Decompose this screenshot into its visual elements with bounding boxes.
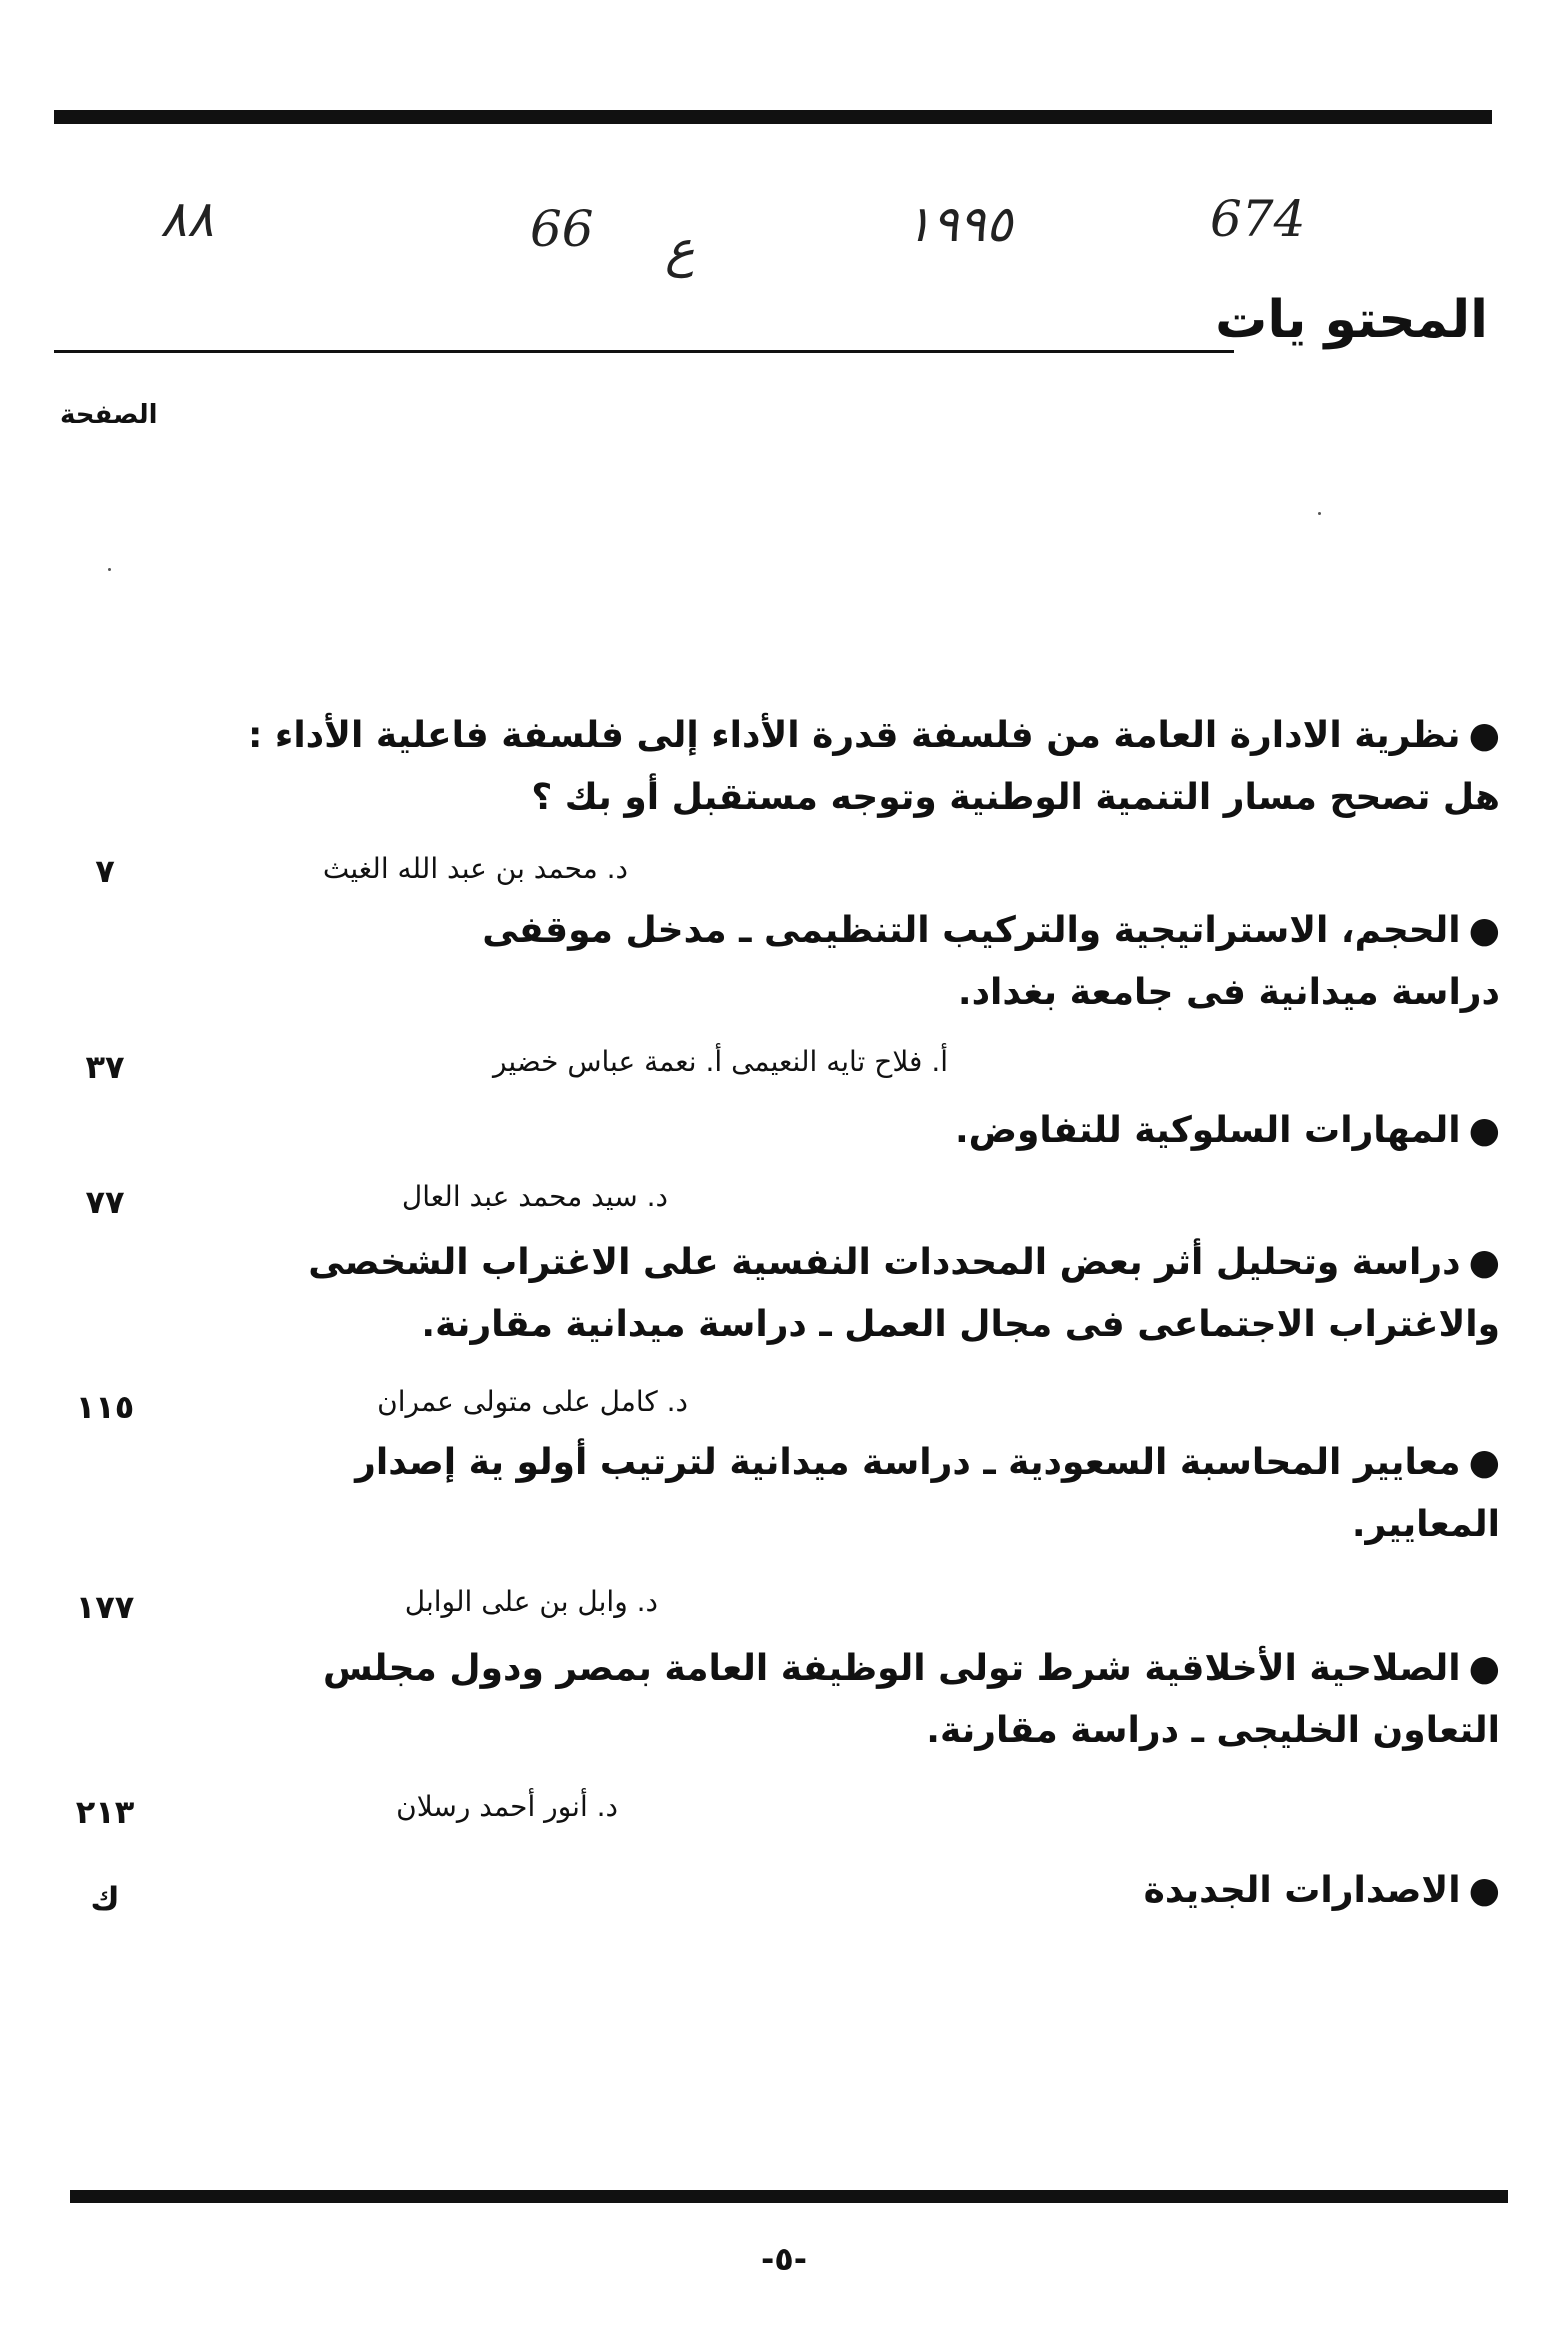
title-line: المعايير. (1351, 1504, 1500, 1545)
handwritten-note: ع (665, 220, 695, 278)
bullet-icon: ● (1468, 910, 1500, 951)
bullet-icon: ● (1468, 1648, 1500, 1689)
bullet-icon: ● (1468, 1870, 1500, 1911)
toc-entry-author: أ. فلاح تايه النعيمى أ. نعمة عباس خضير (492, 1045, 948, 1078)
toc-entry-title[interactable] (300, 1100, 1500, 1162)
toc-entry-page[interactable]: ٢١٣ (75, 1793, 135, 1831)
title-line: ●معايير المحاسبة السعودية ـ دراسة ميدانية لترتيب أولو ية إصدار (300, 1432, 1500, 1494)
toc-entry-author: د. سيد محمد عبد العال (401, 1180, 668, 1213)
toc-entry-author: د. أنور أحمد رسلان (396, 1790, 618, 1823)
title-line: ●دراسة وتحليل أثر بعض المحددات النفسية على الاغتراب الشخصى (300, 1232, 1500, 1294)
toc-entry-page[interactable]: ٧ (95, 852, 115, 890)
page-column-label: الصفحة (60, 400, 158, 430)
scan-speck (1318, 512, 1321, 515)
title-line: ●المهارات السلوكية للتفاوض. (300, 1100, 1500, 1162)
title-line: هل تصحح مسار التنمية الوطنية وتوجه مستقبل أو بك ؟ (531, 777, 1500, 818)
title-line: دراسة ميدانية فى جامعة بغداد. (957, 972, 1500, 1013)
toc-entry-page[interactable]: ١٧٧ (75, 1588, 135, 1626)
toc-entry-title[interactable] (248, 705, 1500, 829)
title-line: التعاون الخليجى ـ دراسة مقارنة. (926, 1710, 1500, 1751)
toc-entry-title[interactable] (300, 1638, 1500, 1762)
toc-entry-title[interactable] (300, 900, 1500, 1024)
bullet-icon: ● (1468, 715, 1500, 756)
bullet-icon: ● (1468, 1242, 1500, 1283)
handwritten-note: 674 (1210, 190, 1306, 248)
toc-entry-author: د. كامل على متولى عمران (377, 1385, 688, 1418)
page-title: المحتو يات (1215, 290, 1488, 350)
top-rule (54, 110, 1492, 124)
handwritten-note: ١٩٩٥ (905, 195, 1013, 253)
toc-entry-title[interactable] (300, 1860, 1500, 1922)
bottom-rule (70, 2190, 1508, 2203)
title-line: ●نظرية الادارة العامة من فلسفة قدرة الأداء إلى فلسفة فاعلية الأداء : (300, 705, 1500, 767)
title-line: ●الحجم، الاستراتيجية والتركيب التنظيمى ـ مدخل موقفى (300, 900, 1500, 962)
toc-entry-title[interactable] (300, 1232, 1500, 1356)
bullet-icon: ● (1468, 1110, 1500, 1151)
title-line: ●الصلاحية الأخلاقية شرط تولى الوظيفة العامة بمصر ودول مجلس (300, 1638, 1500, 1700)
toc-entry-page[interactable]: ك (90, 1880, 120, 1918)
toc-entry-author: د. وابل بن على الوابل (404, 1585, 658, 1618)
bullet-icon: ● (1468, 1442, 1500, 1483)
title-line: والاغتراب الاجتماعى فى مجال العمل ـ دراسة ميدانية مقارنة. (421, 1304, 1500, 1345)
toc-entry-author: د. محمد بن عبد الله الغيث (322, 852, 628, 885)
toc-entry-title[interactable] (300, 1432, 1500, 1556)
handwritten-note: 66 (530, 200, 594, 258)
toc-entry-page[interactable]: ٧٧ (85, 1183, 125, 1221)
footer-page-number: -٥- (760, 2240, 808, 2278)
handwritten-note: ٨٨ (160, 190, 214, 248)
toc-entry-page[interactable]: ١١٥ (75, 1388, 135, 1426)
title-line: ●الاصدارات الجديدة (300, 1860, 1500, 1922)
toc-entry-page[interactable]: ٣٧ (85, 1048, 125, 1086)
scan-speck (108, 568, 111, 571)
title-underline (54, 350, 1234, 353)
